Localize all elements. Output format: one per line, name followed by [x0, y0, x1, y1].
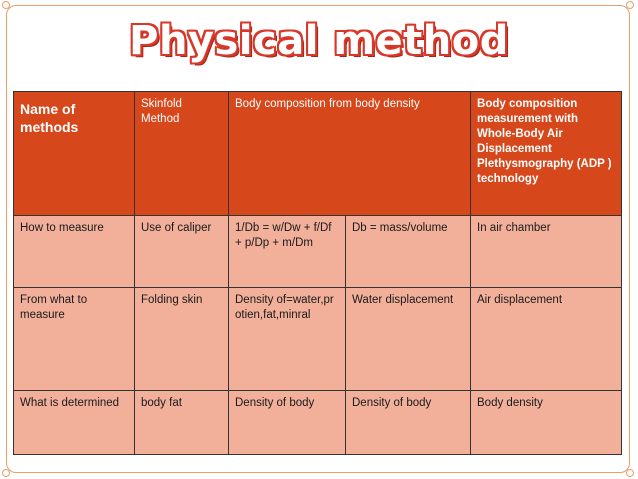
table-cell: Water displacement [346, 288, 471, 391]
table-cell: Folding skin [135, 288, 229, 391]
table-cell: 1/Db = w/Dw + f/Df + p/Dp + m/Dm [229, 216, 346, 288]
table-cell: Density of body [346, 390, 471, 454]
table-row [14, 390, 622, 454]
table-row [14, 216, 622, 288]
table-cell: Db = mass/volume [346, 216, 471, 288]
corner-dot-top-right [626, 1, 634, 9]
row-label: From what to measure [14, 288, 135, 391]
table-cell: Density of body [229, 390, 346, 454]
table-cell: In air chamber [471, 216, 622, 288]
table-cell: Use of caliper [135, 216, 229, 288]
row-label: What is determined [14, 390, 135, 454]
table-cell: Density of=water,protien,fat,minral [229, 288, 346, 391]
table-cell: body fat [135, 390, 229, 454]
corner-dot-bottom-left [2, 469, 10, 477]
header-adp: Body composition measurement with Whole-Body Air Displacement Plethysmography (ADP ) technology [471, 92, 622, 216]
table-cell: Body density [471, 390, 622, 454]
table-row [14, 288, 622, 391]
table-cell: Air displacement [471, 288, 622, 391]
corner-dot-bottom-right [626, 469, 634, 477]
corner-dot-top-left [2, 1, 10, 9]
header-name-of-methods: Name of methods [14, 92, 135, 216]
methods-table [13, 91, 622, 455]
table-header-row [14, 92, 622, 216]
slide-title: Physical method [129, 18, 509, 64]
row-label: How to measure [14, 216, 135, 288]
header-skinfold-method: Skinfold Method [135, 92, 229, 216]
header-body-density: Body composition from body density [229, 92, 471, 216]
